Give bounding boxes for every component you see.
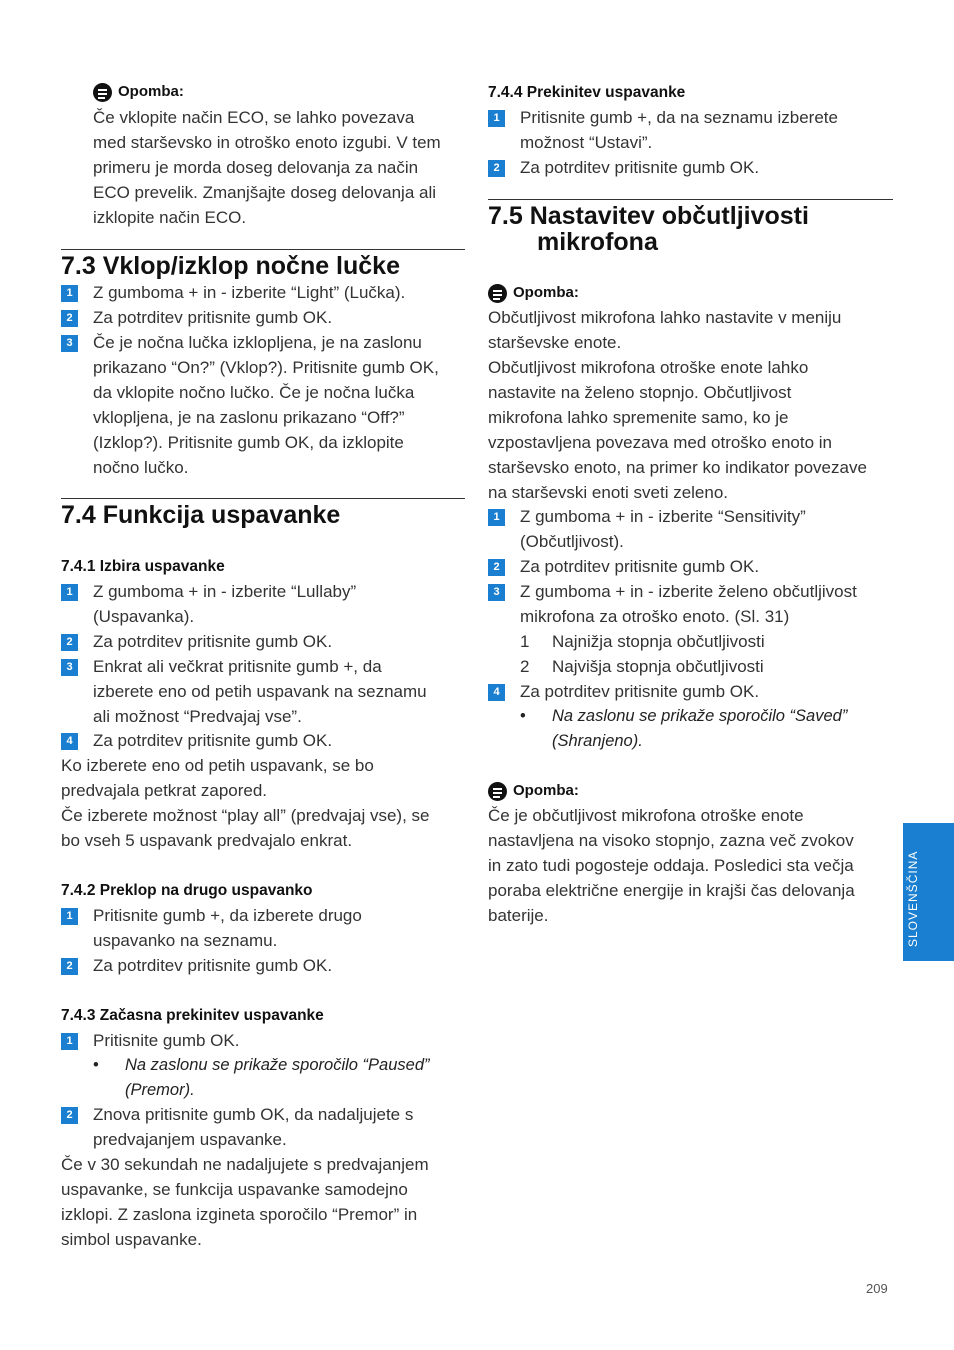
step-number: 4 — [61, 733, 78, 750]
note-line: mikrofona lahko spremenite samo, ko je — [488, 408, 789, 427]
language-tab — [903, 823, 954, 961]
note-line: med starševsko in otroško enoto izgubi. V tem — [93, 133, 441, 152]
note-line: vzpostavljena povezava med otroško enoto in — [488, 433, 832, 452]
step-number: 2 — [61, 1107, 78, 1124]
paragraph-line: predvajala petkrat zapored. — [61, 781, 268, 800]
step-text: Za potrditev pritisnite gumb OK. — [93, 632, 333, 651]
step-text: Z gumboma + in - izberite “Light” (Lučka). — [93, 283, 406, 302]
step-number: 1 — [488, 110, 505, 127]
note-title: Opomba: — [513, 782, 579, 799]
step-text: da vklopite nočno lučko. Če je nočna lučka — [93, 383, 415, 402]
paragraph-line: simbol uspavanke. — [61, 1230, 202, 1249]
step-item — [61, 654, 465, 729]
step-text: mikrofona za otroško enoto. (Sl. 31) — [520, 607, 790, 626]
note-line: na starševski enoti sveti zeleno. — [488, 483, 729, 502]
step-text: predvajanjem uspavanke. — [93, 1130, 287, 1149]
note-line: Občutljivost mikrofona otroške enote lahko — [488, 358, 809, 377]
note-line: primeru je morda doseg delovanja za način — [93, 158, 419, 177]
step-text: izberete eno od petih uspavank na seznamu — [93, 682, 427, 701]
step-item — [61, 953, 465, 978]
sublist-text: Najvišja stopnja občutljivosti — [552, 657, 764, 676]
note-line: nastavljena na visoko stopnjo, zazna več zvokov — [488, 831, 854, 850]
step-number: 3 — [61, 659, 78, 676]
step-text: (Uspavanka). — [93, 607, 195, 626]
step-item — [488, 679, 893, 704]
step-item — [61, 579, 465, 629]
step-number: 1 — [61, 584, 78, 601]
step-number: 1 — [61, 285, 78, 302]
step-text: Z gumboma + in - izberite “Lullaby” — [93, 582, 357, 601]
note-line: in zato tudi pogosteje oddaja. Posledici sta večja — [488, 856, 854, 875]
step-text: Pritisnite gumb +, da izberete drugo — [93, 906, 362, 925]
paragraph-line: uspavanke, se funkcija uspavanke samodejno — [61, 1180, 408, 1199]
note-line: Če je občutljivost mikrofona otroške enote — [488, 806, 804, 825]
step-number: 1 — [488, 509, 505, 526]
step-item — [488, 155, 893, 180]
step-item — [488, 504, 893, 554]
step-text: Z gumboma + in - izberite želeno občutljivost — [520, 582, 857, 601]
subsection-heading-7-4-3: 7.4.3 Začasna prekinitev uspavanke — [61, 1007, 324, 1024]
bullet-dot: • — [93, 1056, 99, 1074]
note-line: starševske enote. — [488, 333, 622, 352]
step-number: 2 — [61, 958, 78, 975]
step-item — [61, 1102, 465, 1152]
step-text: nočno lučko. — [93, 458, 189, 477]
bullet-text: (Shranjeno). — [552, 732, 643, 750]
step-number: 2 — [488, 559, 505, 576]
step-number: 2 — [61, 310, 78, 327]
step-number: 2 — [488, 160, 505, 177]
sublist-number: 2 — [520, 657, 530, 676]
subsection-heading-7-4-4: 7.4.4 Prekinitev uspavanke — [488, 84, 686, 101]
step-number: 3 — [488, 584, 505, 601]
step-item — [488, 105, 893, 155]
heading-line: mikrofona — [537, 228, 658, 256]
step-text: Z gumboma + in - izberite “Sensitivity” — [520, 507, 806, 526]
step-number: 1 — [61, 908, 78, 925]
note-text — [93, 105, 465, 230]
sublist-item — [520, 629, 765, 654]
note-title: Opomba: — [513, 284, 579, 301]
step-text: možnost “Ustavi”. — [520, 133, 653, 152]
step-item — [61, 903, 465, 953]
section-heading-7-4: 7.4 Funkcija uspavanke — [61, 501, 341, 529]
note-icon — [488, 782, 507, 801]
bullet-text: Na zaslonu se prikaže sporočilo “Saved” — [552, 707, 848, 725]
subsection-heading-7-4-2: 7.4.2 Preklop na drugo uspavanko — [61, 882, 313, 899]
note-heading — [488, 283, 579, 303]
section-divider — [488, 199, 893, 200]
step-item — [61, 1028, 465, 1053]
step-text: (Občutljivost). — [520, 532, 624, 551]
paragraph-line: Ko izberete eno od petih uspavank, se bo — [61, 756, 374, 775]
heading-line: 7.5 Nastavitev občutljivosti — [488, 202, 809, 230]
note-line: poraba električne energije in krajši čas delovanja — [488, 881, 855, 900]
language-tab-label: SLOVENŠČINA — [906, 850, 920, 947]
step-number: 4 — [488, 684, 505, 701]
step-number: 3 — [61, 335, 78, 352]
bullet-item — [520, 704, 893, 754]
step-item — [61, 629, 465, 654]
section-heading-7-5 — [488, 203, 809, 255]
step-text: Če je nočna lučka izklopljena, je na zaslonu — [93, 333, 422, 352]
paragraph-line: izklopi. Z zaslona izgineta sporočilo “Premor” in — [61, 1205, 418, 1224]
step-text: ali možnost “Predvajaj vse”. — [93, 707, 302, 726]
step-item — [61, 280, 465, 305]
step-text: Enkrat ali večkrat pritisnite gumb +, da — [93, 657, 382, 676]
step-item — [488, 579, 893, 629]
step-text: Pritisnite gumb +, da na seznamu izberete — [520, 108, 838, 127]
sublist-item — [520, 654, 764, 679]
step-text: Znova pritisnite gumb OK, da nadaljujete s — [93, 1105, 414, 1124]
paragraph-line: bo vseh 5 uspavank predvajalo enkrat. — [61, 831, 353, 850]
note-line: baterije. — [488, 906, 549, 925]
body-paragraph — [61, 1152, 465, 1252]
note-icon — [488, 284, 507, 303]
note-line: izklopite način ECO. — [93, 208, 247, 227]
step-text: Za potrditev pritisnite gumb OK. — [93, 731, 333, 750]
note-line: nastavite na želeno stopnjo. Občutljivost — [488, 383, 792, 402]
sublist-number: 1 — [520, 632, 530, 651]
step-text: vklopljena, je na zaslonu prikazano “Off?” — [93, 408, 405, 427]
step-text: prikazano “On?” (Vklop?). Pritisnite gumb OK, — [93, 358, 439, 377]
step-item — [61, 305, 465, 330]
page-number: 209 — [866, 1281, 888, 1296]
note-text — [488, 803, 893, 928]
note-line: Če vklopite način ECO, se lahko povezava — [93, 108, 415, 127]
section-divider — [61, 249, 465, 250]
bullet-text: Na zaslonu se prikaže sporočilo “Paused” — [125, 1056, 430, 1074]
step-item — [61, 728, 465, 753]
bullet-text: (Premor). — [125, 1081, 195, 1099]
subsection-heading-7-4-1: 7.4.1 Izbira uspavanke — [61, 558, 225, 575]
note-heading — [93, 82, 184, 102]
section-heading-7-3: 7.3 Vklop/izklop nočne lučke — [61, 252, 400, 280]
note-text — [488, 305, 893, 505]
step-item — [488, 554, 893, 579]
bullet-dot: • — [520, 707, 526, 725]
step-text: Za potrditev pritisnite gumb OK. — [520, 557, 760, 576]
step-number: 2 — [61, 634, 78, 651]
note-line: starševsko enoto, na primer ko indikator povezave — [488, 458, 867, 477]
step-text: Za potrditev pritisnite gumb OK. — [93, 956, 333, 975]
body-paragraph — [61, 753, 465, 853]
step-number: 1 — [61, 1033, 78, 1050]
note-heading — [488, 781, 579, 801]
step-text: Pritisnite gumb OK. — [93, 1031, 240, 1050]
step-text: Za potrditev pritisnite gumb OK. — [520, 158, 760, 177]
paragraph-line: Če v 30 sekundah ne nadaljujete s predvajanjem — [61, 1155, 429, 1174]
step-item — [61, 330, 465, 480]
step-text: Za potrditev pritisnite gumb OK. — [93, 308, 333, 327]
section-divider — [61, 498, 465, 499]
step-text: uspavanko na seznamu. — [93, 931, 278, 950]
sublist-text: Najnižja stopnja občutljivosti — [552, 632, 765, 651]
note-line: ECO prevelik. Zmanjšajte doseg delovanja ali — [93, 183, 437, 202]
note-icon — [93, 83, 112, 102]
note-line: Občutljivost mikrofona lahko nastavite v meniju — [488, 308, 842, 327]
step-text: Za potrditev pritisnite gumb OK. — [520, 682, 760, 701]
step-text: (Izklop?). Pritisnite gumb OK, da izklopite — [93, 433, 404, 452]
paragraph-line: Če izberete možnost “play all” (predvajaj vse), se — [61, 806, 430, 825]
note-title: Opomba: — [118, 83, 184, 100]
bullet-item — [93, 1053, 465, 1103]
